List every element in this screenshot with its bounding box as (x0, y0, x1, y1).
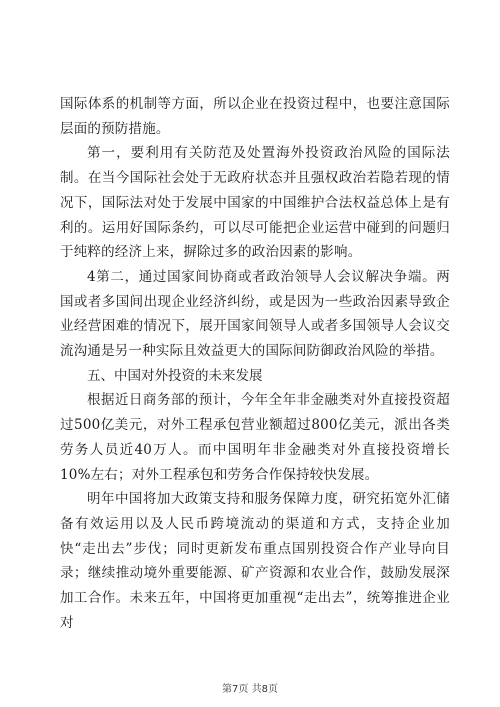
section-heading: 五、中国对外投资的未来发展 (87, 367, 263, 384)
page-number-footer: 第7页 共8页 (222, 684, 278, 695)
paragraph-consultation: 4第二，通过国家间协商或者政治领导人会议解决争端。两国或者多国间出现企业经济纠纷，或是因为一些政治因素导致企业经营困难的情况下，展开国家间领导人或者多国领导人会议交流沟通是另一种实际且效益更大的国际间防御政治风险的举措。 (60, 268, 450, 360)
paragraph-continuation: 国际体系的机制等方面，所以企业在投资过程中，也要注意国际层面的预防措施。 (60, 96, 450, 137)
paragraph-policy: 明年中国将加大政策支持和服务保障力度，研究拓宽外汇储备有效运用以及人民币跨境流动的渠道和方式，支持企业加快“走出去”步伐；同时更新发布重点国别投资合作产业导向目录；继续推动境外重要能源、矿产资源和农业合作，鼓励发展深加工合作。未来五年，中国将更加重视“走出去”，统筹推进企业对 (60, 491, 450, 631)
document-body (60, 92, 450, 635)
paragraph-forecast: 根据近日商务部的预计，今年全年非金融类对外直接投资超过500亿美元，对外工程承包营业额超过800亿美元，派出各类劳务人员近40万人。而中国明年非金融类对外直接投资增长10%左右；对外工程承包和劳务合作保持较快发展。 (60, 392, 450, 483)
paragraph-international-law: 第一，要利用有关防范及处置海外投资政治风险的国际法制。在当今国际社会处于无政府状态并且强权政治若隐若现的情况下，国际法对处于发展中国家的中国维护合法权益总体上是有利的。运用好国际条约，可以尽可能把企业运营中碰到的问题归于纯粹的经济上来，摒除过多的政治因素的影响。 (60, 145, 450, 261)
